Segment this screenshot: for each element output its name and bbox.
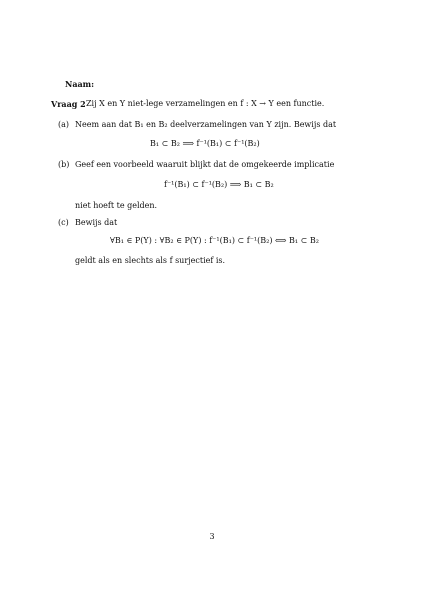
- part-b-label: (b): [58, 160, 70, 169]
- page-number: 3: [209, 532, 215, 541]
- part-a-formula: B₁ ⊂ B₂ ⟹ f⁻¹(B₁) ⊂ f⁻¹(B₂): [150, 139, 260, 148]
- part-b-text: Geef een voorbeeld waaruit blijkt dat de omgekeerde implicatie: [75, 160, 335, 169]
- part-a-text: Neem aan dat B₁ en B₂ deelverzamelingen van Y zijn. Bewijs dat: [75, 120, 337, 129]
- part-a-label: (a): [58, 120, 70, 129]
- part-c-text: Bewijs dat: [75, 218, 118, 227]
- part-c-label: (c): [58, 218, 69, 227]
- part-b-after: niet hoeft te gelden.: [75, 201, 158, 210]
- part-c-after: geldt als en slechts als f surjectief is.: [75, 256, 226, 265]
- name-label: Naam:: [65, 79, 95, 89]
- question-label: Vraag 2: [51, 99, 86, 109]
- question-intro: Zij X en Y niet-lege verzamelingen en f : X → Y een functie.: [86, 99, 325, 108]
- part-c-formula: ∀B₁ ∈ P(Y) : ∀B₂ ∈ P(Y) : f⁻¹(B₁) ⊂ f⁻¹(B₂) ⟺ B₁ ⊂ B₂: [110, 236, 319, 245]
- part-b-formula: f⁻¹(B₁) ⊂ f⁻¹(B₂) ⟹ B₁ ⊂ B₂: [164, 180, 274, 189]
